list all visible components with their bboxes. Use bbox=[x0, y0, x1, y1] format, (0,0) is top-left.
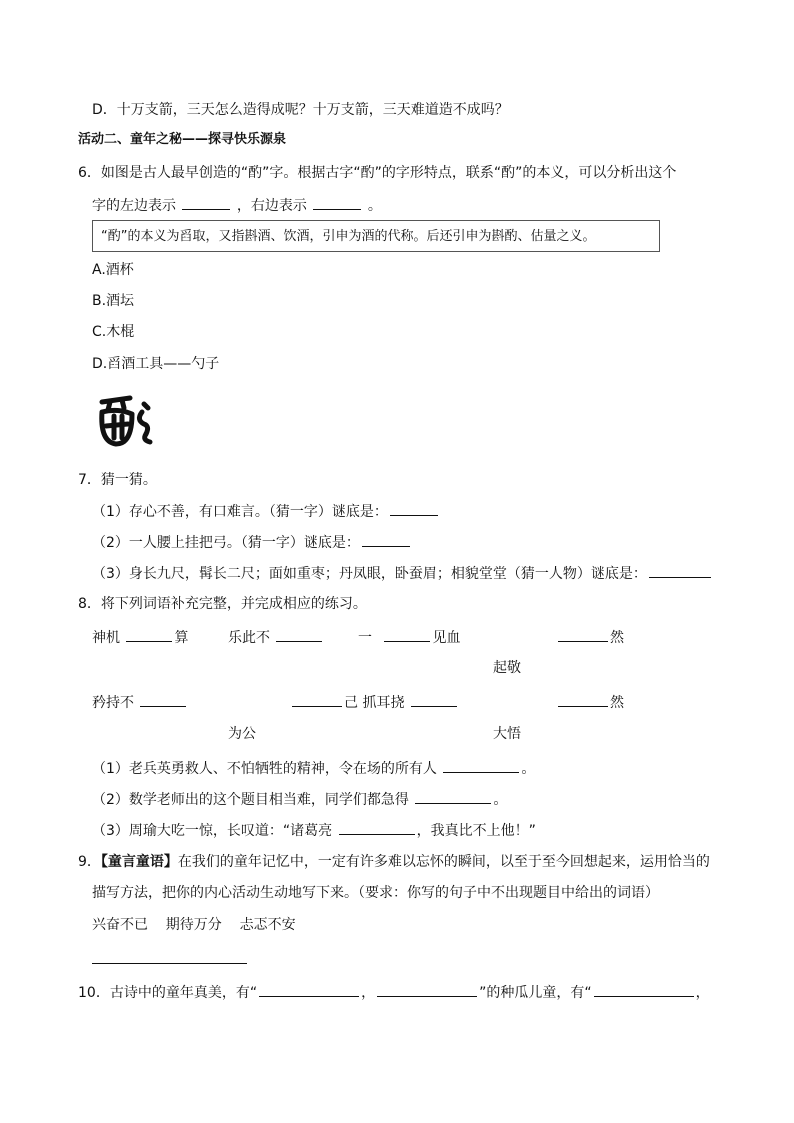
q8-item-3-blank[interactable] bbox=[339, 820, 415, 835]
q8-blank-c[interactable] bbox=[384, 627, 430, 642]
q8-item-2-blank[interactable] bbox=[415, 789, 491, 804]
q7-item-1-blank[interactable] bbox=[390, 501, 438, 516]
q6-option-b: B.酒坛 bbox=[92, 293, 135, 309]
q7-item-1 bbox=[92, 501, 440, 522]
q8-row2-sub-b: 大悟 bbox=[493, 726, 521, 742]
q6-definition-text: “酌”的本义为舀取，又指斟酒、饮酒，引申为酒的代称。后还引申为斟酌、估量之义。 bbox=[101, 229, 596, 244]
q8-word-h2: 然 bbox=[610, 695, 624, 711]
q10-blank-3[interactable] bbox=[594, 982, 694, 997]
q6-end: 。 bbox=[367, 198, 382, 214]
q8-item-1-end: 。 bbox=[521, 761, 536, 777]
q8-blank-e[interactable] bbox=[140, 692, 186, 707]
q8-row1-sub: 起敬 bbox=[493, 660, 521, 676]
q8-item-2-end: 。 bbox=[493, 792, 508, 808]
q6-option-c: C.木棍 bbox=[92, 324, 135, 340]
q9-stem-rest: 在我们的童年记忆中，一定有许多难以忘怀的瞬间，以至于至今回想起来，运用恰当的 bbox=[177, 854, 710, 870]
q8-blank-b[interactable] bbox=[276, 627, 322, 642]
q8-word-f2: 己 抓耳挠 bbox=[344, 695, 405, 711]
q8-word-c: 一 bbox=[358, 630, 372, 646]
q8-item-3-text: （3）周瑜大吃一惊，长叹道：“诸葛亮 bbox=[92, 823, 333, 839]
q8-title: 8．将下列词语补充完整，并完成相应的练习。 bbox=[78, 596, 367, 612]
q8-idiom-ran2 bbox=[556, 692, 624, 713]
q8-idiom-ran1 bbox=[556, 627, 624, 648]
q6-definition-box bbox=[92, 220, 660, 252]
q8-idiom-yizhen bbox=[358, 627, 460, 648]
q10-mid1: ， bbox=[361, 985, 376, 1001]
q9-stem-line1 bbox=[78, 852, 710, 872]
q8-idiom-ji bbox=[290, 692, 459, 713]
q8-row2-sub-a: 为公 bbox=[228, 726, 256, 742]
q8-item-3 bbox=[92, 820, 536, 841]
q6-option-d: D.舀酒工具——勺子 bbox=[92, 356, 220, 372]
q8-item-2-text: （2）数学老师出的这个题目相当难，同学们都急得 bbox=[92, 792, 409, 808]
q10-end: ， bbox=[695, 985, 710, 1001]
q10-blank-2[interactable] bbox=[377, 982, 477, 997]
q6-stem-line2 bbox=[92, 195, 382, 216]
q8-word-a: 神机 bbox=[92, 630, 120, 646]
q6-left-blank[interactable] bbox=[182, 195, 230, 210]
q9-stem-line2: 描写方法，把你的内心活动生动地写下来。（要求：你写的句子中不出现题目中给出的词语） bbox=[92, 885, 659, 901]
q8-word-b: 乐此不 bbox=[228, 630, 270, 646]
q7-item-3-text: （3）身长九尺，髯长二尺；面如重枣；丹凤眼，卧蚕眉；相貌堂堂（猜一人物）谜底是： bbox=[92, 566, 647, 582]
q8-idiom-jinchi bbox=[92, 692, 188, 713]
q10-pre: 10．古诗中的童年真美，有“ bbox=[78, 985, 258, 1001]
q10-mid2: ”的种瓜儿童，有“ bbox=[479, 985, 592, 1001]
q8-word-d2: 然 bbox=[610, 630, 624, 646]
activity2-heading: 活动二、童年之秘——探寻快乐源泉 bbox=[78, 132, 287, 147]
q7-item-3-blank[interactable] bbox=[649, 563, 711, 578]
q8-blank-h[interactable] bbox=[558, 692, 608, 707]
q8-item-2 bbox=[92, 789, 507, 810]
q5-option-d: D．十万支箭，三天怎么造得成呢？十万支箭，三天难道造不成吗？ bbox=[92, 102, 509, 118]
q8-blank-d[interactable] bbox=[558, 627, 608, 642]
q8-word-e: 矜持不 bbox=[92, 695, 134, 711]
q7-item-1-text: （1）存心不善，有口难言。（猜一字）谜底是： bbox=[92, 504, 388, 520]
q7-item-2 bbox=[92, 532, 412, 553]
q8-blank-a[interactable] bbox=[126, 627, 172, 642]
q8-word-c2: 见血 bbox=[432, 630, 461, 646]
q7-item-2-blank[interactable] bbox=[362, 532, 410, 547]
q9-words: 兴奋不已 期待万分 忐忑不安 bbox=[92, 917, 296, 933]
q9-tag: 【童言童语】 bbox=[100, 854, 178, 870]
q8-blank-g[interactable] bbox=[411, 692, 457, 707]
q7-item-3 bbox=[92, 563, 713, 584]
q10-stem bbox=[78, 982, 710, 1003]
q6-left-label: 字的左边表示 bbox=[92, 198, 176, 214]
q7-title: 7．猜一猜。 bbox=[78, 472, 157, 488]
q6-right-label: ，右边表示 bbox=[236, 198, 307, 214]
q6-right-blank[interactable] bbox=[313, 195, 361, 210]
q8-word-a2: 算 bbox=[174, 630, 189, 646]
q8-item-1 bbox=[92, 758, 535, 779]
q8-item-1-blank[interactable] bbox=[443, 758, 519, 773]
q9-number: 9． bbox=[78, 854, 101, 870]
q10-blank-1[interactable] bbox=[259, 982, 359, 997]
q7-item-2-text: （2）一人腰上挂把弓。（猜一字）谜底是： bbox=[92, 535, 360, 551]
q8-idiom-lecibu bbox=[228, 627, 324, 648]
q8-blank-f[interactable] bbox=[292, 692, 342, 707]
ancient-zhuo-character-image bbox=[96, 390, 160, 450]
q8-idiom-shenji bbox=[92, 627, 188, 648]
q6-stem-line1: 6．如图是古人最早创造的“酌”字。根据古字“酌”的字形特点，联系“酌”的本义，可以分析出这个 bbox=[78, 165, 677, 181]
q8-item-3-end: ，我真比不上他！” bbox=[416, 823, 536, 839]
q8-item-1-text: （1）老兵英勇救人、不怕牺牲的精神，令在场的所有人 bbox=[92, 761, 437, 777]
q6-option-a: A.酒杯 bbox=[92, 262, 134, 278]
q9-answer-line[interactable] bbox=[92, 963, 247, 964]
